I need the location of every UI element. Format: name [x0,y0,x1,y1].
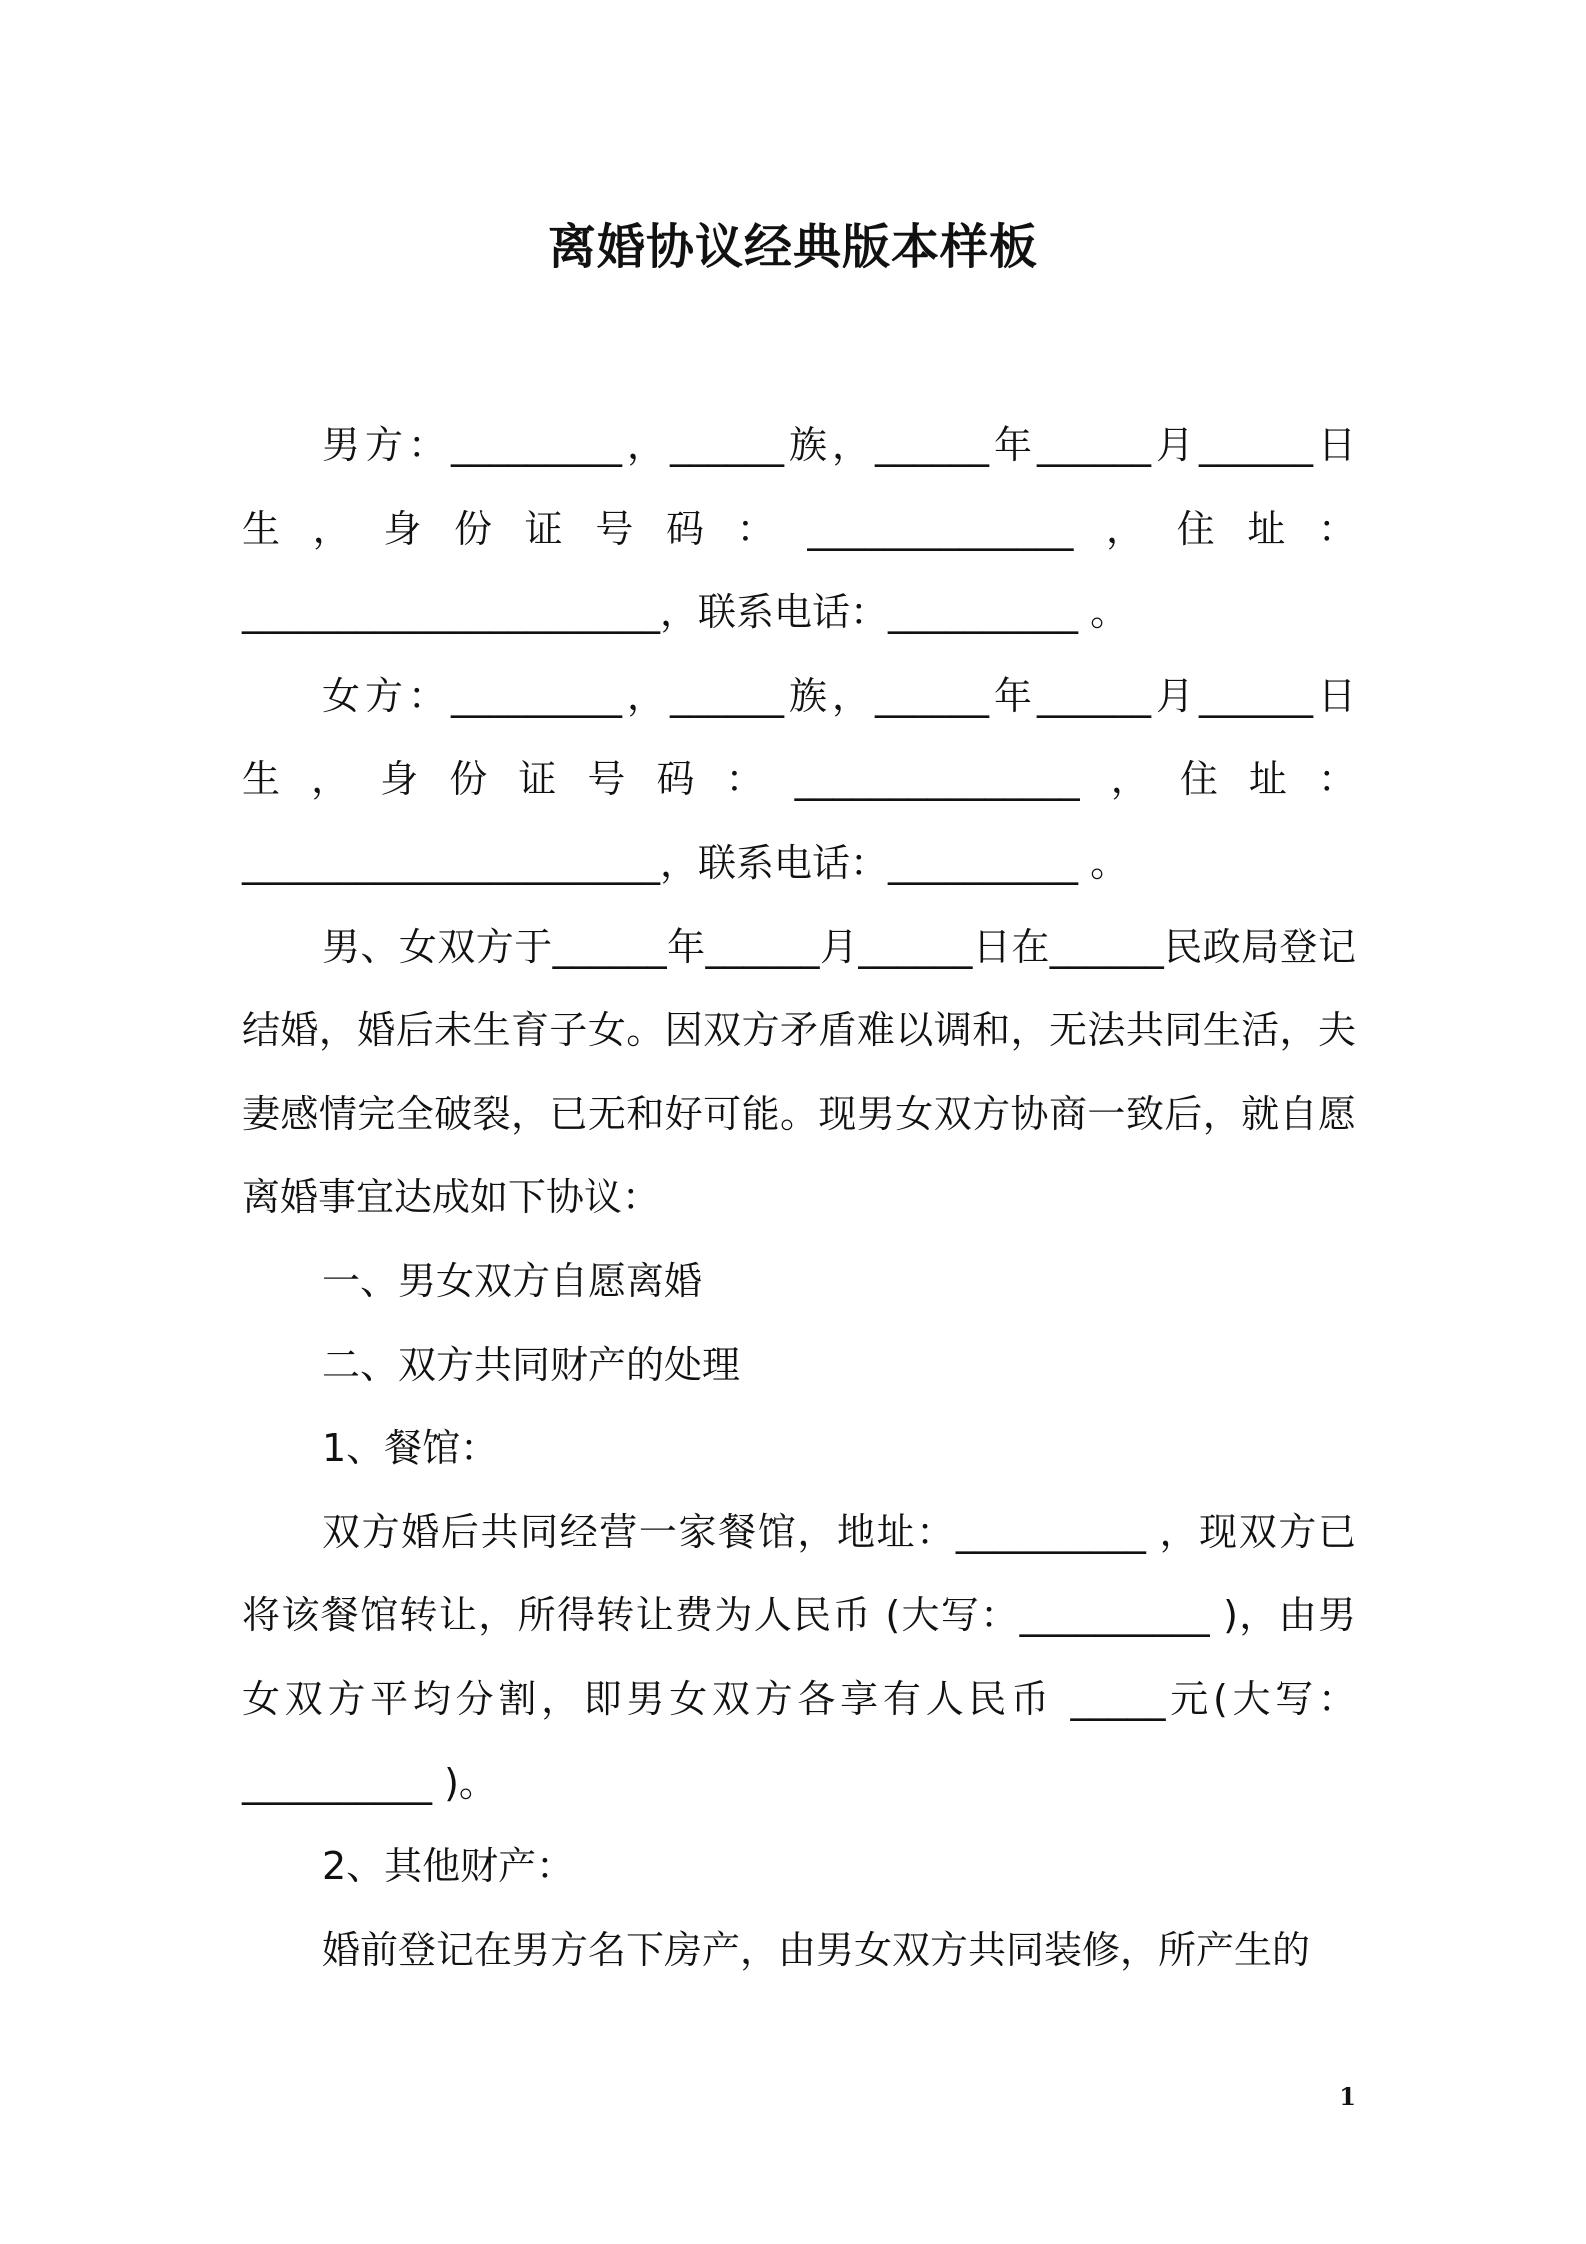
page-number: 1 [1339,2082,1356,2111]
subclause-other-property: 2、其他财产： [322,1844,575,1889]
paragraph-male-party: 男方：_________，______族，______年______月______日生，身份证号码：______________，住址：______________________，联系电话：__________ 。 [242,423,1356,635]
paragraph-restaurant-details: 双方婚后共同经营一家餐馆，地址：__________ ，现双方已将该餐馆转让，所得转让费为人民币 (大写：__________ )，由男女双方平均分割，即男女双方各享有人民币 _____元(大写：__________ )。 [242,1509,1356,1805]
paragraph-premarital-house: 婚前登记在男方名下房产，由男女双方共同装修，所产生的 [322,1927,1311,1972]
clause-2-common-property: 二、双方共同财产的处理 [322,1342,741,1387]
clause-1-voluntary-divorce: 一、男女双方自愿离婚 [322,1258,703,1303]
document-body [242,404,1356,1992]
subclause-restaurant: 1、餐馆： [322,1426,499,1471]
document-title: 离婚协议经典版本样板 [547,219,1038,275]
paragraph-female-party: 女方：_________，______族，______年______月______日生，身份证号码：_______________，住址：______________________，联系电话：__________ 。 [242,673,1356,885]
paragraph-marriage-background: 男、女双方于______年______月______日在______民政局登记结婚，婚后未生育子女。因双方矛盾难以调和，无法共同生活，夫妻感情完全破裂，已无和好可能。现男女双方协商一致后，就自愿离婚事宜达成如下协议： [242,924,1356,1220]
